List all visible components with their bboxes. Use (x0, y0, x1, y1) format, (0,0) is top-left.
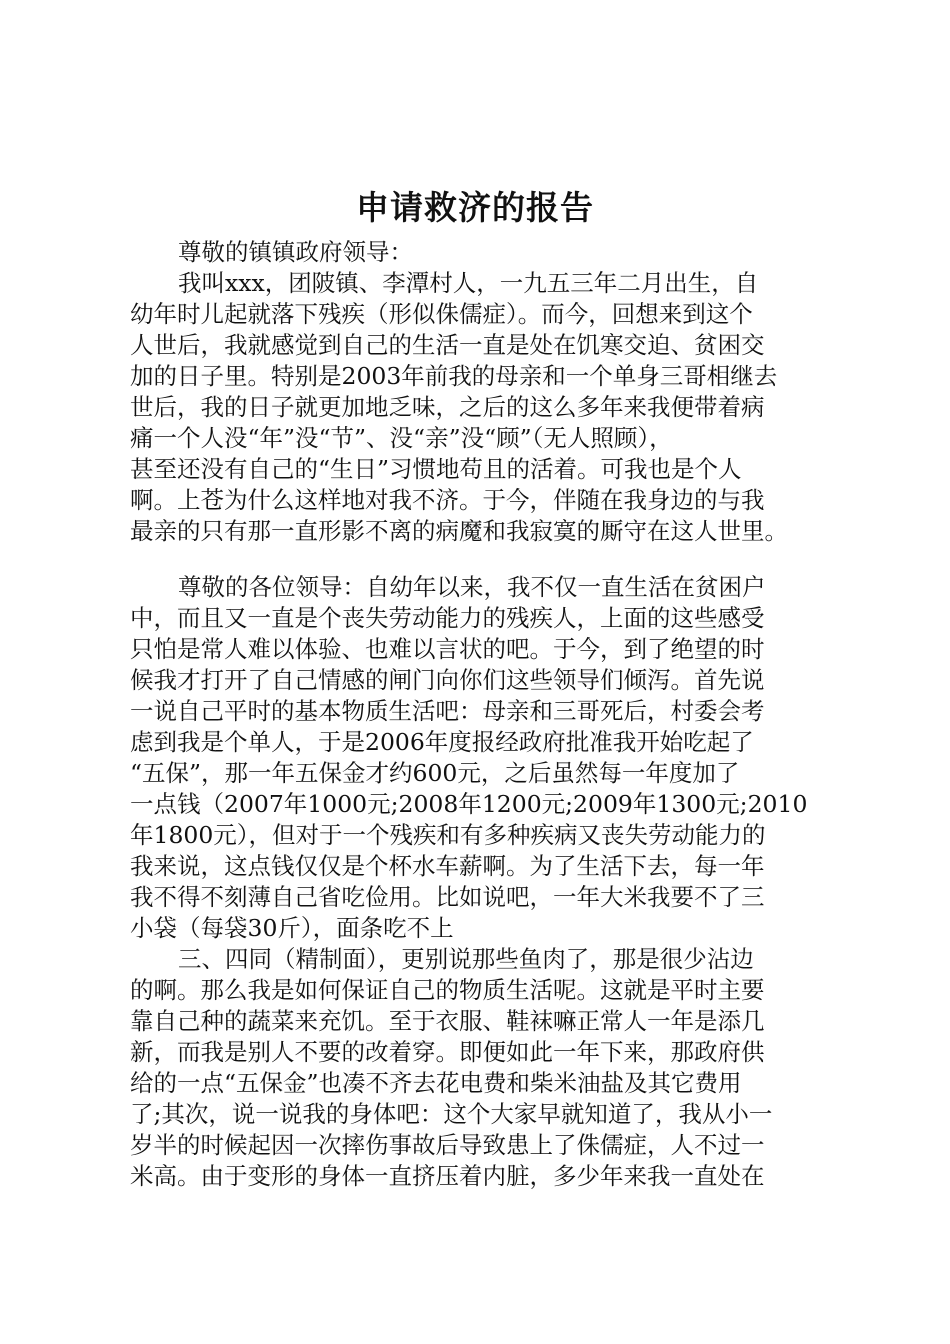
text-line: 世后，我的日子就更加地乏味，之后的这么多年来我便带着病 (130, 393, 765, 421)
text-line: 我来说，这点钱仅仅是个杯水车薪啊。为了生活下去，每一年 (130, 852, 765, 880)
salutation: 尊敬的镇镇政府领导： (178, 238, 413, 266)
text-line: 的啊。那么我是如何保证自己的物质生活呢。这就是平时主要 (130, 976, 765, 1004)
text-line: 靠自己种的蔬菜来充饥。至于衣服、鞋袜嘛正常人一年是添几 (130, 1007, 765, 1035)
text-line: 一说自己平时的基本物质生活吧：母亲和三哥死后，村委会考 (130, 697, 765, 725)
text-line: 甚至还没有自己的“生日”习惯地苟且的活着。可我也是个人 (130, 455, 742, 483)
text-line: 只怕是常人难以体验、也难以言状的吧。于今，到了绝望的时 (130, 635, 765, 663)
text-line: 一点钱（2007年1000元;2008年1200元;2009年1300元;2010 (130, 790, 808, 818)
text-line: 我不得不刻薄自己省吃俭用。比如说吧，一年大米我要不了三 (130, 883, 765, 911)
text-line: 候我才打开了自己情感的闸门向你们这些领导们倾泻。首先说 (130, 666, 765, 694)
text-line: 三、四同（精制面），更别说那些鱼肉了，那是很少沾边 (178, 945, 754, 973)
text-line: 啊。上苍为什么这样地对我不济。于今，伴随在我身边的与我 (130, 486, 765, 514)
text-line: 年1800元），但对于一个残疾和有多种疾病又丧失劳动能力的 (130, 821, 766, 849)
text-line: 小袋（每袋30斤），面条吃不上 (130, 914, 454, 942)
text-line: 给的一点“五保金”也凑不齐去花电费和柴米油盐及其它费用 (130, 1069, 742, 1097)
text-line: 中，而且又一直是个丧失劳动能力的残疾人，上面的这些感受 (130, 604, 765, 632)
text-line: 加的日子里。特别是2003年前我的母亲和一个单身三哥相继去 (130, 362, 778, 390)
text-line: “五保”，那一年五保金才约600元，之后虽然每一年度加了 (130, 759, 740, 787)
document-title: 申请救济的报告 (356, 188, 594, 227)
text-line: 我叫xxx，团陂镇、李潭村人，一九五三年二月出生，自 (178, 269, 759, 297)
text-line: 虑到我是个单人，于是2006年度报经政府批准我开始吃起了 (130, 728, 754, 756)
text-line: 岁半的时候起因一次摔伤事故后导致患上了侏儒症，人不过一 (130, 1131, 765, 1159)
text-line: 幼年时儿起就落下残疾（形似侏儒症）。而今，回想来到这个 (130, 300, 753, 328)
text-line: 最亲的只有那一直形影不离的病魔和我寂寞的厮守在这人世里。 (130, 517, 788, 545)
text-line: 尊敬的各位领导：自幼年以来，我不仅一直生活在贫困户 (178, 573, 766, 601)
text-line: 了;其次，说一说我的身体吧：这个大家早就知道了，我从小一 (130, 1100, 773, 1128)
text-line: 人世后，我就感觉到自己的生活一直是处在饥寒交迫、贫困交 (130, 331, 765, 359)
text-line: 痛一个人没“年”没“节”、没“亲”没“顾”（无人照顾）， (130, 424, 673, 452)
text-line: 米高。由于变形的身体一直挤压着内脏，多少年来我一直处在 (130, 1162, 765, 1190)
text-line: 新，而我是别人不要的改着穿。即便如此一年下来，那政府供 (130, 1038, 765, 1066)
